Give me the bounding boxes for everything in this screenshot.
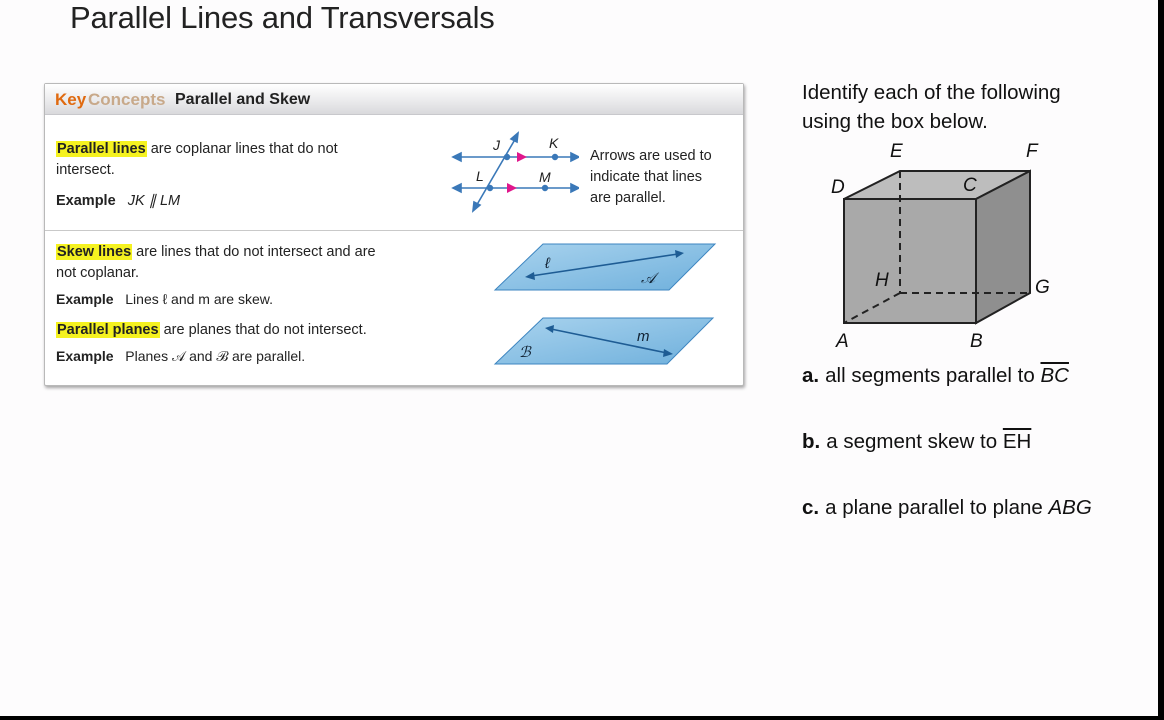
section-divider bbox=[45, 230, 743, 231]
line-m-label: m bbox=[637, 328, 650, 345]
question-b-text: a segment skew to bbox=[826, 430, 1003, 453]
point-label-m: M bbox=[539, 169, 551, 185]
parallel-lines-example bbox=[56, 191, 180, 212]
point-label-k: K bbox=[549, 135, 559, 151]
parallel-lines-term: Parallel lines bbox=[57, 141, 146, 157]
point-label-j: J bbox=[493, 137, 500, 153]
vertex-g-label: G bbox=[1035, 277, 1050, 298]
arrow-note-line2: indicate that lines bbox=[590, 169, 703, 185]
skew-lines-example-text: Lines ℓ and m are skew. bbox=[125, 291, 273, 307]
vertex-h-label: H bbox=[875, 270, 889, 291]
vertex-c-label: C bbox=[963, 175, 977, 196]
vertex-a-label: A bbox=[836, 331, 849, 352]
key-concepts-header bbox=[45, 84, 743, 115]
parallel-arrow-icon bbox=[507, 183, 517, 193]
skew-lines-example bbox=[56, 289, 273, 310]
skew-lines-term: Skew lines bbox=[57, 244, 132, 260]
parallel-planes-term: Parallel planes bbox=[57, 322, 159, 338]
parallel-lines-def-line2: intersect. bbox=[56, 162, 115, 178]
vertex-f-label: F bbox=[1026, 141, 1038, 162]
segment-eh: $\overline{EH}$ bbox=[1002, 430, 1032, 453]
arrow-note-line1: Arrows are used to bbox=[590, 148, 712, 164]
question-c-text: a plane parallel to plane bbox=[825, 496, 1049, 519]
parallel-lines-def: are coplanar lines that do not bbox=[146, 141, 338, 157]
arrow-note-line3: are parallel. bbox=[590, 190, 666, 206]
key-concepts-subtitle: Parallel and Skew bbox=[175, 91, 311, 108]
cube-diagram bbox=[820, 135, 1070, 360]
vertex-d-label: D bbox=[831, 177, 845, 198]
question-a-letter: a. bbox=[802, 364, 820, 387]
point-label-l: L bbox=[476, 168, 484, 184]
plane-abg: ABG bbox=[1048, 496, 1092, 519]
plane-a bbox=[495, 244, 715, 290]
page-title: Parallel Lines and Transversals bbox=[70, 0, 495, 35]
instruction-line2: using the box below. bbox=[802, 110, 988, 133]
skew-lines-definition bbox=[56, 242, 376, 284]
arrow-note bbox=[590, 146, 712, 209]
question-b bbox=[802, 430, 1031, 454]
plane-b bbox=[495, 318, 713, 364]
example-label: Example bbox=[56, 348, 114, 364]
key-label: Key bbox=[55, 90, 87, 109]
planes-diagram bbox=[493, 242, 718, 370]
question-c bbox=[802, 496, 1092, 520]
plane-a-label: 𝒜 bbox=[641, 270, 656, 287]
parallel-planes-example bbox=[56, 346, 305, 367]
parallel-arrow-icon bbox=[517, 152, 527, 162]
question-b-letter: b. bbox=[802, 430, 821, 453]
vertex-b-label: B bbox=[970, 331, 983, 352]
parallel-lines-definition bbox=[56, 139, 338, 181]
parallel-planes-example-text: Planes 𝒜 and ℬ are parallel. bbox=[125, 348, 306, 364]
question-a-text: all segments parallel to bbox=[825, 364, 1041, 387]
parallel-planes-def: are planes that do not intersect. bbox=[159, 322, 367, 338]
instruction-line1: Identify each of the following bbox=[802, 81, 1061, 104]
question-a bbox=[802, 364, 1069, 388]
parallel-lines-example-text: JK ∥ LM bbox=[127, 193, 181, 209]
line-ell-label: ℓ bbox=[545, 255, 550, 272]
concepts-label: Concepts bbox=[88, 90, 166, 109]
plane-b-label: ℬ bbox=[519, 344, 531, 361]
key-concepts-box bbox=[44, 83, 744, 386]
example-label: Example bbox=[56, 291, 114, 307]
skew-lines-def-line2: not coplanar. bbox=[56, 265, 140, 281]
example-label: Example bbox=[56, 193, 116, 209]
instruction-text bbox=[802, 78, 1061, 136]
skew-lines-def: are lines that do not intersect and are bbox=[132, 244, 376, 260]
question-c-letter: c. bbox=[802, 496, 820, 519]
vertex-e-label: E bbox=[890, 141, 903, 162]
parallel-lines-diagram bbox=[449, 130, 579, 215]
parallel-planes-definition bbox=[56, 320, 367, 341]
segment-bc: $\overline{BC}$ bbox=[1040, 364, 1069, 387]
